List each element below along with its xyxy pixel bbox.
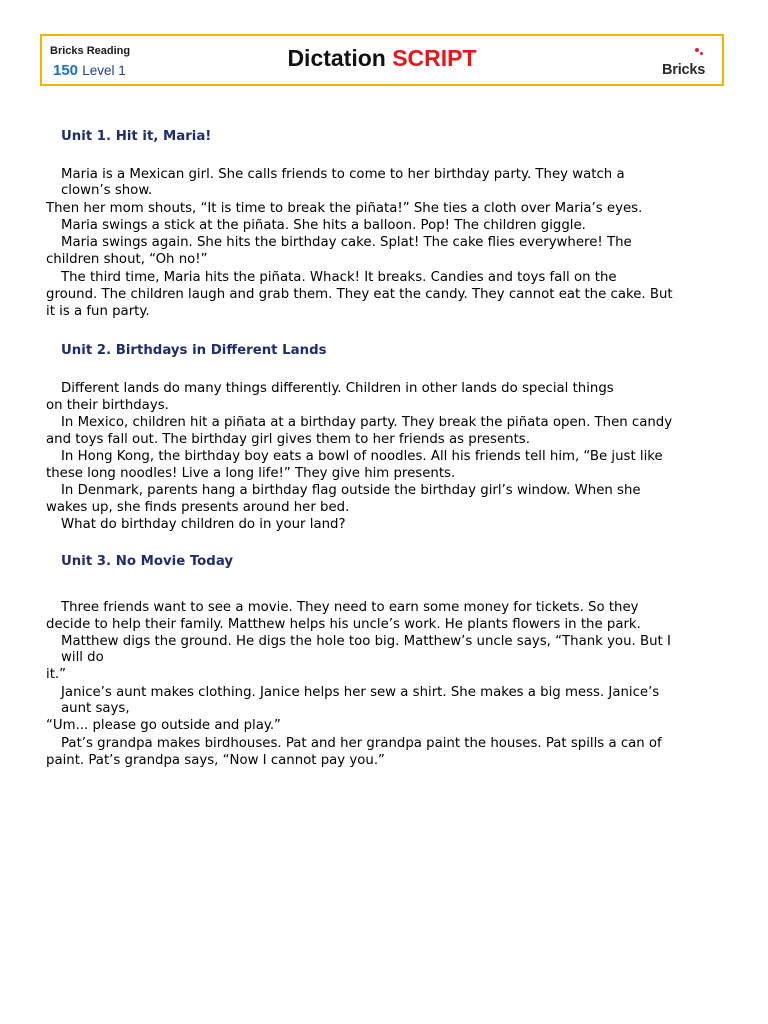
text-line: Janice’s aunt makes clothing. Janice helps her sew a shirt. She makes a big mess. Janice’s — [61, 685, 660, 700]
text-line: Maria swings again. She hits the birthday cake. Splat! The cake flies everywhere! The — [61, 235, 632, 250]
text-line: aunt says, — [61, 701, 130, 716]
bricks-logo — [660, 48, 716, 80]
text-line: ground. The children laugh and grab them. They eat the candy. They cannot eat the cake. But — [46, 287, 673, 302]
text-line: In Hong Kong, the birthday boy eats a bowl of noodles. All his friends tell him, “Be just like — [61, 449, 663, 464]
text-line: decide to help their family. Matthew helps his uncle’s work. He plants flowers in the park. — [46, 617, 641, 632]
level-label: Level 1 — [82, 63, 126, 78]
text-line: In Denmark, parents hang a birthday flag outside the birthday girl’s window. When she — [61, 483, 641, 498]
text-line: Then her mom shouts, “It is time to break the piñata!” She ties a cloth over Maria’s eyes. — [46, 201, 643, 216]
unit-1-title: Unit 1. Hit it, Maria! — [61, 129, 212, 144]
text-line: “Um... please go outside and play.” — [46, 718, 281, 733]
text-line: Matthew digs the ground. He digs the hole too big. Matthew’s uncle says, “Thank you. But I — [61, 634, 671, 649]
unit-3-title: Unit 3. No Movie Today — [61, 554, 234, 569]
logo-dot-icon — [700, 52, 703, 55]
text-line: it.” — [46, 667, 67, 682]
text-line: What do birthday children do in your land? — [61, 517, 346, 532]
text-line: will do — [61, 650, 104, 665]
text-line: these long noodles! Live a long life!” They give him presents. — [46, 466, 456, 481]
text-line: it is a fun party. — [46, 304, 150, 319]
brand-name: Bricks Reading — [50, 45, 131, 57]
text-line: Maria is a Mexican girl. She calls friends to come to her birthday party. They watch a — [61, 167, 625, 182]
text-line: on their birthdays. — [46, 398, 169, 413]
text-line: and toys fall out. The birthday girl gives them to her friends as presents. — [46, 432, 530, 447]
page-title — [42, 45, 722, 72]
text-line: The third time, Maria hits the piñata. Whack! It breaks. Candies and toys fall on the — [61, 270, 617, 285]
text-line: Different lands do many things differently. Children in other lands do special things — [61, 381, 614, 396]
title-accent: SCRIPT — [392, 45, 477, 71]
text-line: Three friends want to see a movie. They need to earn some money for tickets. So they — [61, 600, 639, 615]
logo-text: Bricks — [662, 62, 706, 78]
text-line: clown’s show. — [61, 183, 153, 198]
logo-dot-icon — [695, 48, 699, 52]
text-line: paint. Pat’s grandpa says, “Now I cannot pay you.” — [46, 753, 385, 768]
title-main: Dictation — [287, 45, 386, 71]
text-line: wakes up, she finds presents around her bed. — [46, 500, 350, 515]
unit-2-title: Unit 2. Birthdays in Different Lands — [61, 343, 327, 358]
text-line: children shout, “Oh no!” — [46, 252, 208, 267]
text-line: In Mexico, children hit a piñata at a birthday party. They break the piñata open. Then candy — [61, 415, 673, 430]
brand-number: 150 — [53, 62, 79, 79]
text-line: Pat’s grandpa makes birdhouses. Pat and her grandpa paint the houses. Pat spills a can of — [61, 736, 662, 751]
text-line: Maria swings a stick at the piñata. She hits a balloon. Pop! The children giggle. — [61, 218, 586, 233]
header-box — [40, 34, 724, 86]
